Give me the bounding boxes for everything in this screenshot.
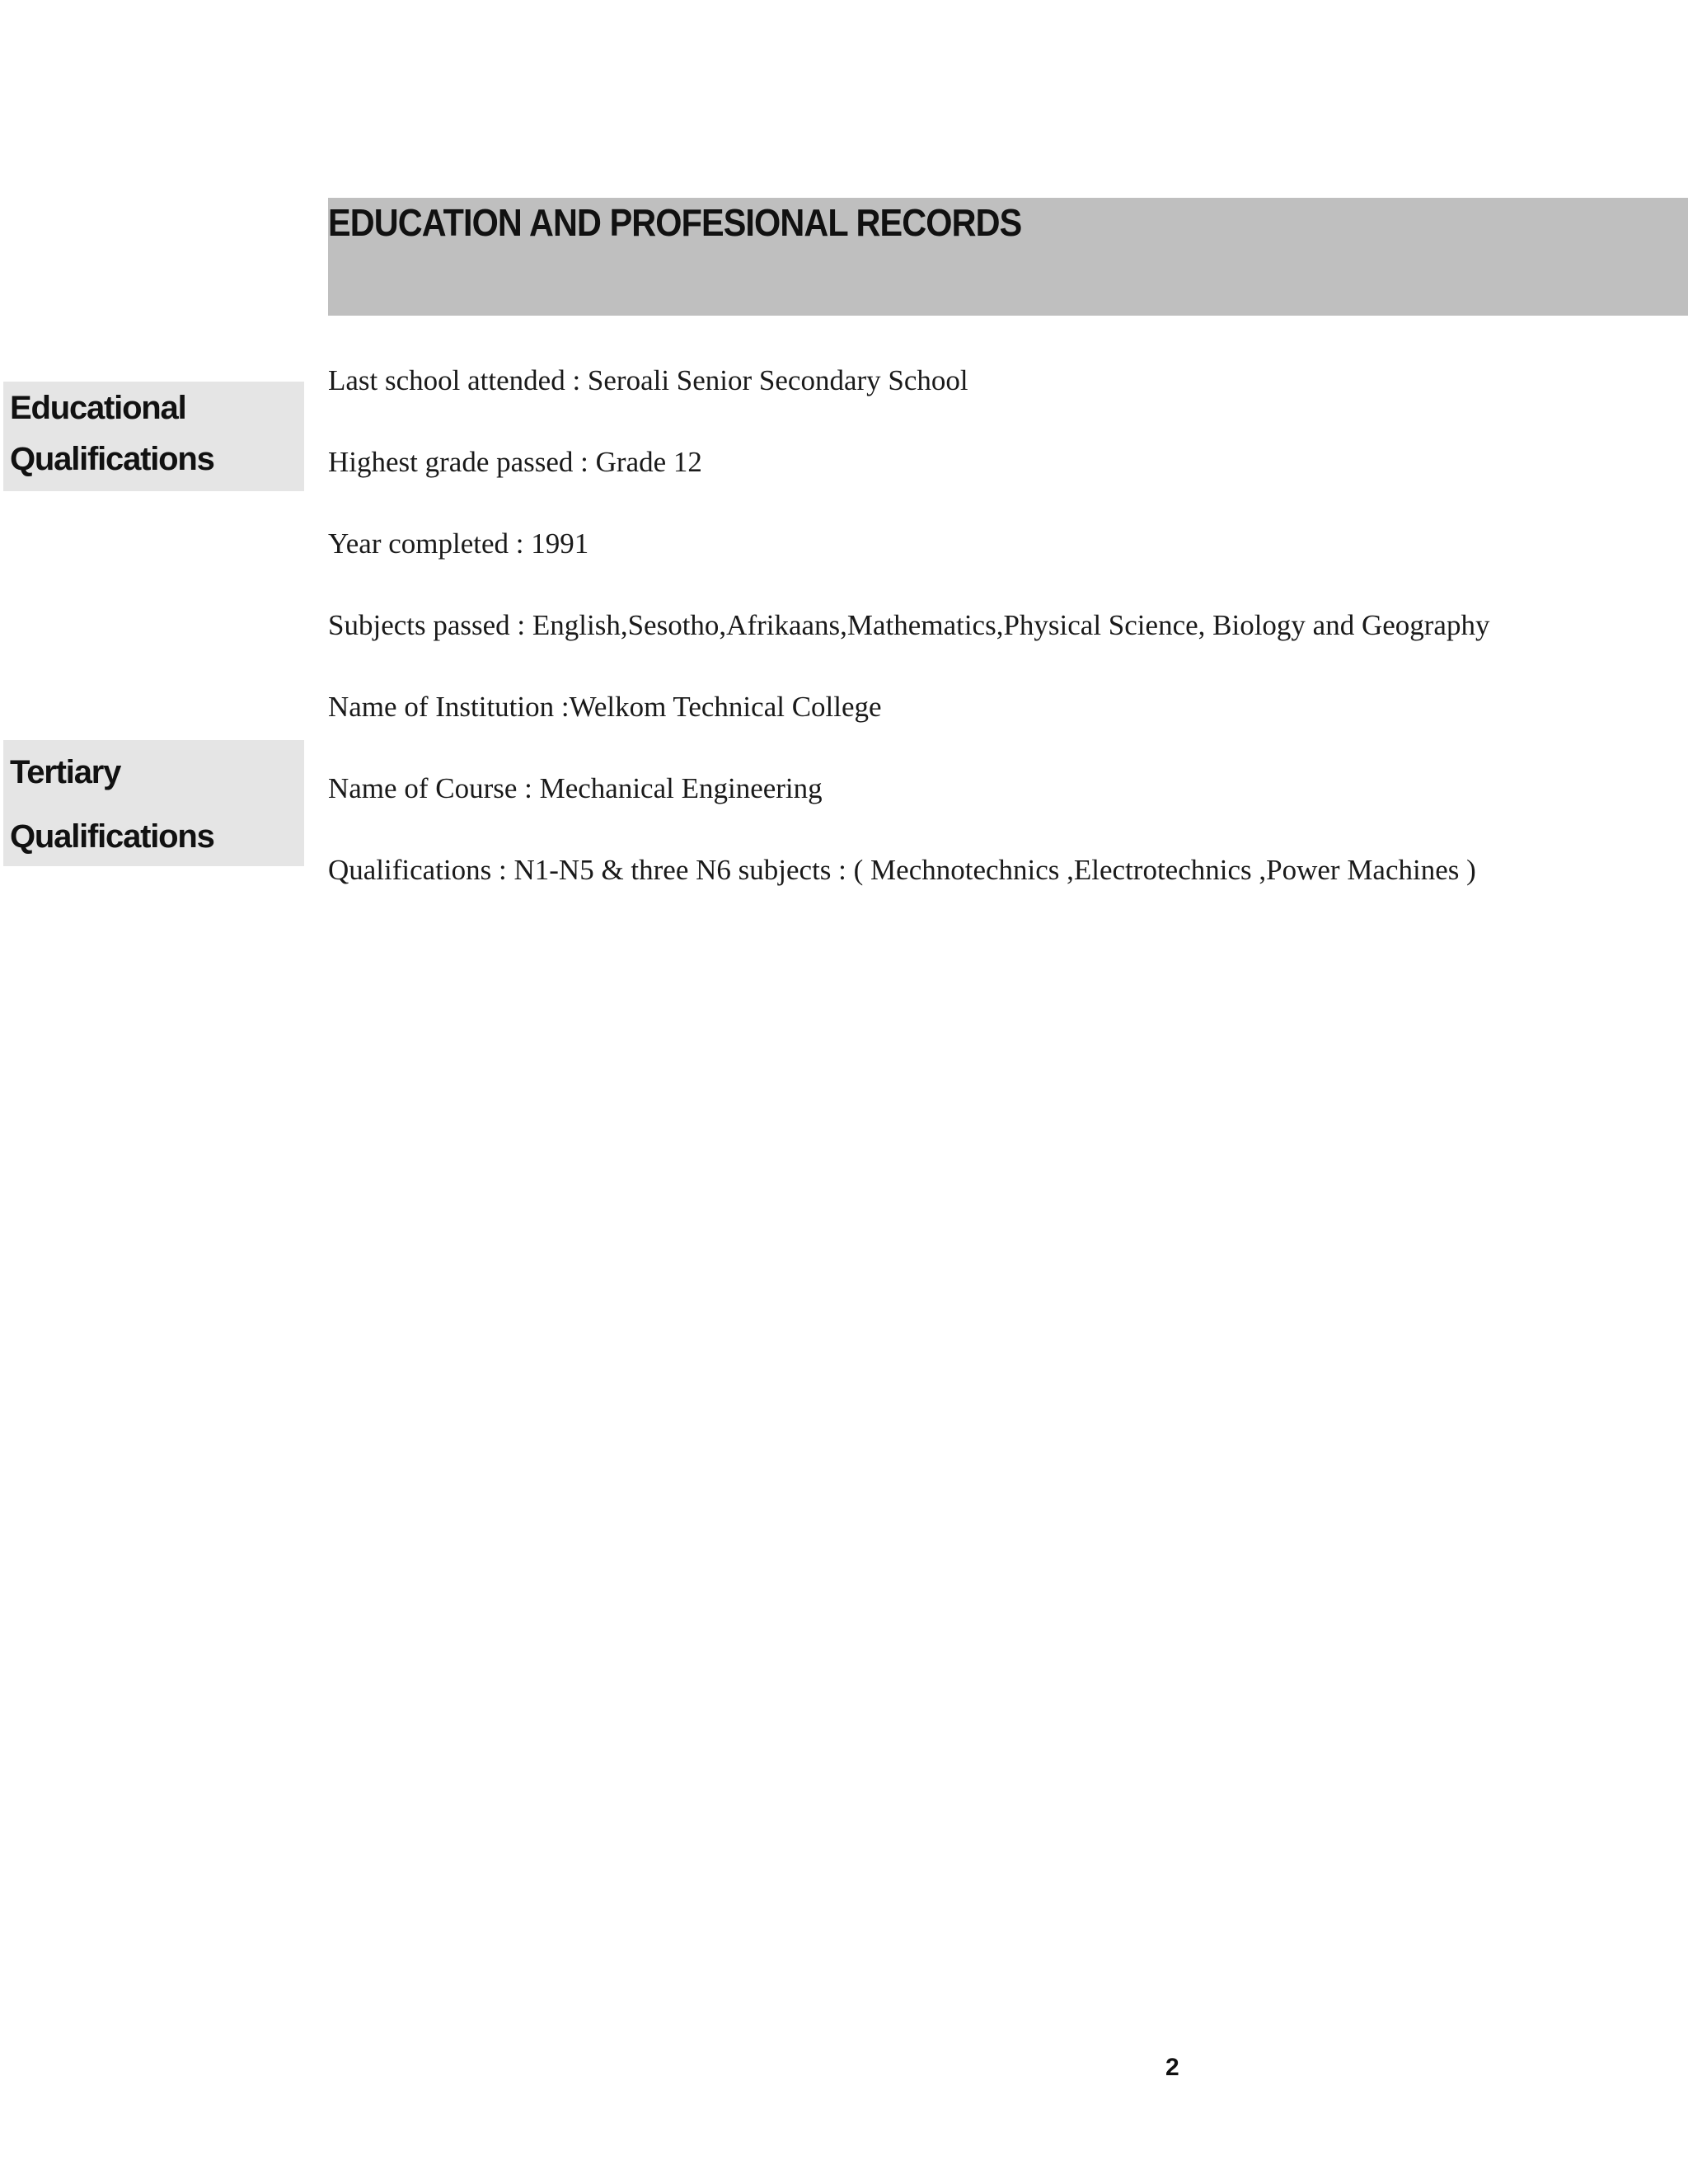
record-last-school: Last school attended : Seroali Senior Secondary School [328,364,968,396]
record-highest-grade: Highest grade passed : Grade 12 [328,446,702,478]
page-number: 2 [1165,2054,1179,2081]
record-institution: Name of Institution :Welkom Technical College [328,691,882,723]
record-qualifications: Qualifications : N1-N5 & three N6 subjects : ( Mechnotechnics ,Electrotechnics ,Power Machines ) [328,854,1476,886]
record-course: Name of Course : Mechanical Engineering [328,772,823,804]
tertiary-label-line2: Qualifications [10,818,214,855]
section-title-bar [328,198,1688,316]
page-title: EDUCATION AND PROFESIONAL RECORDS [328,201,1022,244]
educational-label-line2: Qualifications [10,441,214,477]
tertiary-label-line1: Tertiary [10,754,121,790]
educational-label-line1: Educational [10,390,186,426]
educational-qualifications-box [3,382,304,491]
tertiary-qualifications-box [3,740,304,866]
record-subjects-passed: Subjects passed : English,Sesotho,Afrikaans,Mathematics,Physical Science, Biology and Geography [328,609,1490,641]
record-year-completed: Year completed : 1991 [328,527,589,560]
